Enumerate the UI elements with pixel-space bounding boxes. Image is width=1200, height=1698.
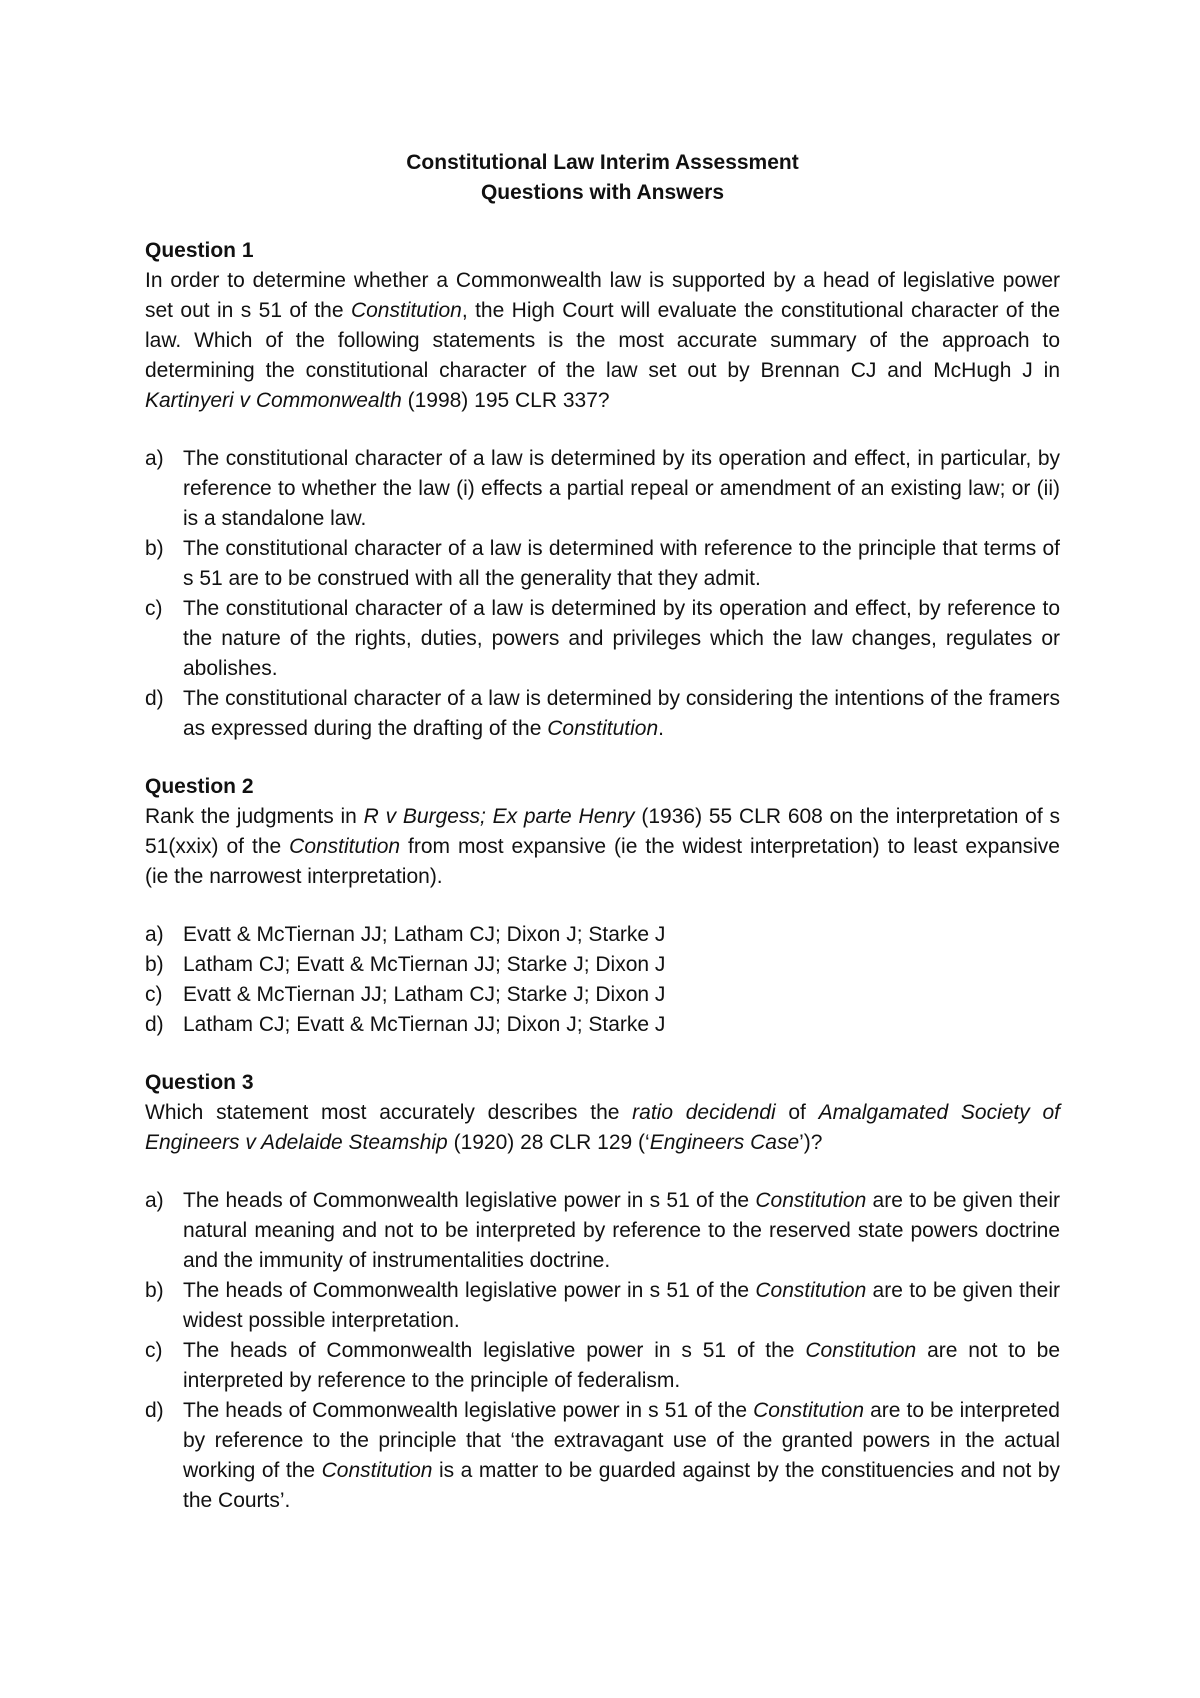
question-stem: Which statement most accurately describes the ratio decidendi of Amalgamated Society of Engineers v Adelaide Steamship (1920) 28 CLR 129 (‘Engineers Case’)? xyxy=(145,1101,1060,1154)
question-stem: In order to determine whether a Commonwealth law is supported by a head of legislative power set out in s 51 of the Constitution, the High Court will evaluate the constitutional character of the law. Which of the following statements is the most accurate summary of the approach to determining the constitutional character of the law set out by Brennan CJ and McHugh J in Kartinyeri v Commonwealth (1998) 195 CLR 337? xyxy=(145,269,1060,412)
option-text: Evatt & McTiernan JJ; Latham CJ; Starke J; Dixon J xyxy=(183,983,666,1006)
question-stem: Rank the judgments in R v Burgess; Ex parte Henry (1936) 55 CLR 608 on the interpretation of s 51(xxix) of the Constitution from most expansive (ie the widest interpretation) to least expansive (ie the narrowest interpretation). xyxy=(145,805,1060,888)
option-text: The heads of Commonwealth legislative power in s 51 of the Constitution are to be interpreted by reference to the principle that ‘the extravagant use of the granted powers in the actual working of the Constitution is a matter to be guarded against by the constituencies and not by the Courts’. xyxy=(183,1399,1060,1512)
answer-option[interactable] xyxy=(145,980,1060,1010)
document-title: Constitutional Law Interim Assessment xyxy=(406,151,799,174)
option-text: The heads of Commonwealth legislative power in s 51 of the Constitution are not to be interpreted by reference to the principle of federalism. xyxy=(183,1339,1060,1392)
option-letter: b) xyxy=(145,1279,164,1302)
option-text: The heads of Commonwealth legislative power in s 51 of the Constitution are to be given their natural meaning and not to be interpreted by reference to the reserved state powers doctrine and the immunity of instrumentalities doctrine. xyxy=(183,1189,1061,1272)
question-1 xyxy=(145,236,1060,744)
question-heading: Question 1 xyxy=(145,239,254,262)
question-2 xyxy=(145,772,1060,1040)
option-text: Latham CJ; Evatt & McTiernan JJ; Dixon J; Starke J xyxy=(183,1013,666,1036)
option-letter: a) xyxy=(145,1189,164,1212)
option-letter: a) xyxy=(145,447,164,470)
question-heading: Question 2 xyxy=(145,775,254,798)
option-text: The constitutional character of a law is determined with reference to the principle that terms of s 51 are to be construed with all the generality that they admit. xyxy=(183,537,1060,590)
document-subtitle: Questions with Answers xyxy=(480,181,725,204)
option-letter: d) xyxy=(145,1013,164,1036)
option-letter: d) xyxy=(145,1399,164,1422)
answer-option[interactable] xyxy=(145,684,1060,744)
answer-options xyxy=(145,920,1060,1040)
option-text: The constitutional character of a law is determined by its operation and effect, in particular, by reference to whether the law (i) effects a partial repeal or amendment of an existing law; or (ii) is a standalone law. xyxy=(183,447,1060,530)
option-letter: c) xyxy=(145,983,163,1006)
option-text: Latham CJ; Evatt & McTiernan JJ; Starke J; Dixon J xyxy=(183,953,666,976)
document-body xyxy=(145,148,1060,1516)
option-letter: a) xyxy=(145,923,164,946)
answer-option[interactable] xyxy=(145,920,1060,950)
answer-option[interactable] xyxy=(145,1186,1060,1276)
question-heading: Question 3 xyxy=(145,1071,254,1094)
answer-option[interactable] xyxy=(145,950,1060,980)
option-letter: b) xyxy=(145,953,164,976)
option-text: The constitutional character of a law is determined by considering the intentions of the framers as expressed during the drafting of the Constitution. xyxy=(183,687,1060,740)
answer-options xyxy=(145,444,1060,744)
answer-options xyxy=(145,1186,1060,1516)
option-letter: d) xyxy=(145,687,164,710)
answer-option[interactable] xyxy=(145,444,1060,534)
answer-option[interactable] xyxy=(145,534,1060,594)
option-text: Evatt & McTiernan JJ; Latham CJ; Dixon J; Starke J xyxy=(183,923,666,946)
answer-option[interactable] xyxy=(145,594,1060,684)
option-text: The heads of Commonwealth legislative power in s 51 of the Constitution are to be given their widest possible interpretation. xyxy=(183,1279,1061,1332)
answer-option[interactable] xyxy=(145,1396,1060,1516)
answer-option[interactable] xyxy=(145,1336,1060,1396)
option-letter: c) xyxy=(145,597,163,620)
question-3 xyxy=(145,1068,1060,1516)
answer-option[interactable] xyxy=(145,1276,1060,1336)
option-letter: b) xyxy=(145,537,164,560)
answer-option[interactable] xyxy=(145,1010,1060,1040)
option-letter: c) xyxy=(145,1339,163,1362)
option-text: The constitutional character of a law is determined by its operation and effect, by reference to the nature of the rights, duties, powers and privileges which the law changes, regulates or abolishes. xyxy=(183,597,1060,680)
